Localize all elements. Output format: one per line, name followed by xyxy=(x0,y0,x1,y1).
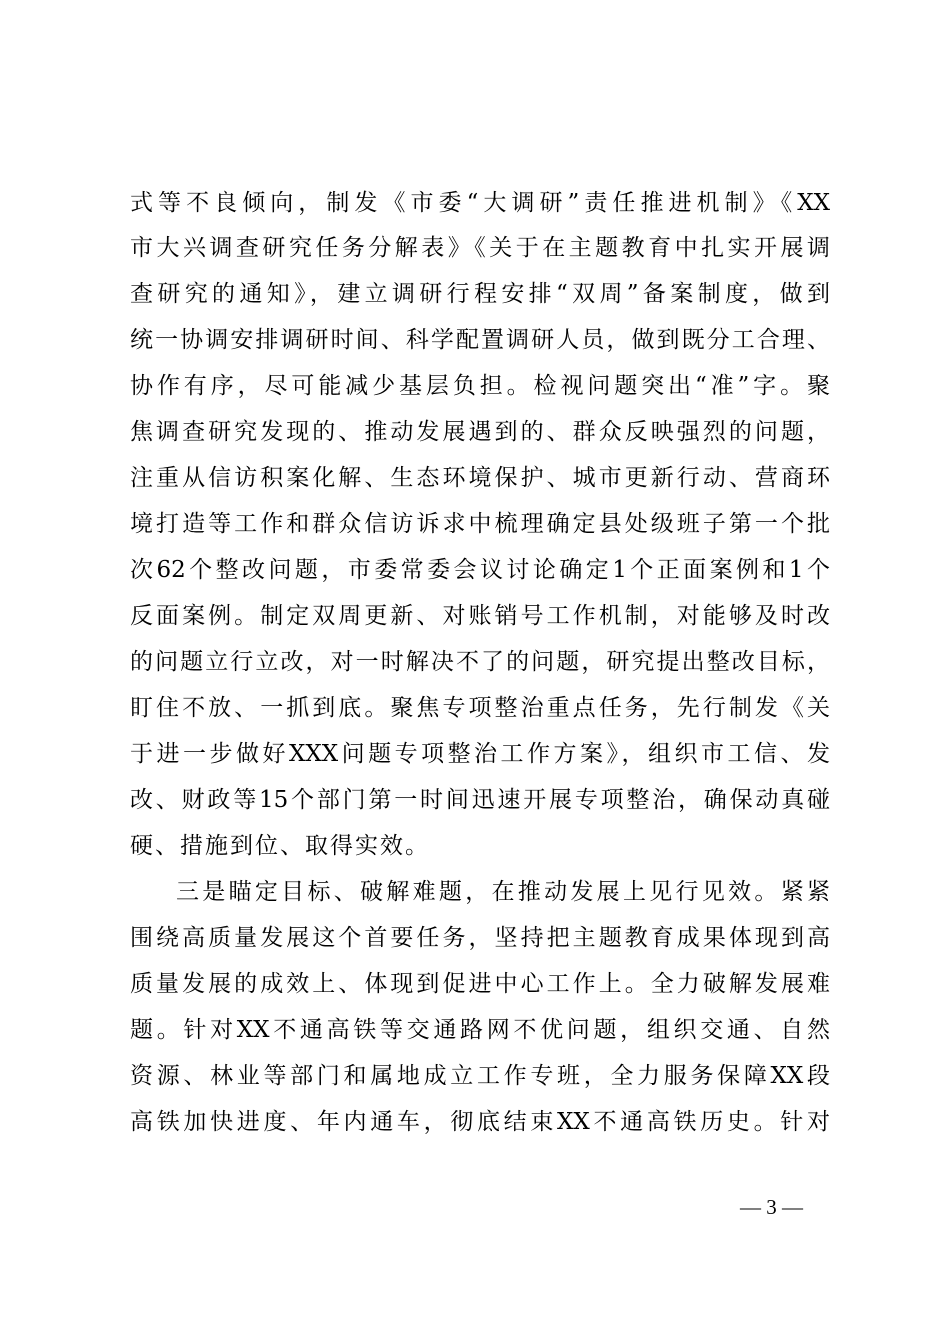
text-line: 统一协调安排调研时间、科学配置调研人员，做到既分工合理、 xyxy=(130,327,830,353)
text-line: 硬、措施到位、取得实效。 xyxy=(130,833,430,859)
text-line: 围绕高质量发展这个首要任务，坚持把主题教育成果体现到高 xyxy=(130,925,830,951)
text-line: 市大兴调查研究任务分解表》《关于在主题教育中扎实开展调 xyxy=(130,235,830,261)
text-line: 查研究的通知》，建立调研行程安排“双周”备案制度，做到 xyxy=(130,281,830,307)
text-line: 注重从信访积案化解、生态环境保护、城市更新行动、营商环 xyxy=(130,465,830,491)
text-line: 改、财政等15个部门第一时间迅速开展专项整治，确保动真碰 xyxy=(130,787,830,813)
text-line: 质量发展的成效上、体现到促进中心工作上。全力破解发展难 xyxy=(130,971,830,997)
text-line: 题。针对XX不通高铁等交通路网不优问题，组织交通、自然 xyxy=(130,1017,830,1043)
text-line: 盯住不放、一抓到底。聚焦专项整治重点任务，先行制发《关 xyxy=(130,695,830,721)
page-number: — 3 — xyxy=(740,1195,803,1219)
text-line: 反面案例。制定双周更新、对账销号工作机制，对能够及时改 xyxy=(130,603,830,629)
text-line: 资源、林业等部门和属地成立工作专班，全力服务保障XX段 xyxy=(130,1063,830,1089)
text-line: 次62个整改问题，市委常委会议讨论确定1个正面案例和1个 xyxy=(130,557,830,583)
text-line: 焦调查研究发现的、推动发展遇到的、群众反映强烈的问题， xyxy=(130,419,830,445)
text-line: 协作有序，尽可能减少基层负担。检视问题突出“准”字。聚 xyxy=(130,373,830,399)
text-line: 高铁加快进度、年内通车，彻底结束XX不通高铁历史。针对 xyxy=(130,1109,830,1135)
text-line: 境打造等工作和群众信访诉求中梳理确定县处级班子第一个批 xyxy=(130,511,830,537)
text-line: 三是瞄定目标、破解难题，在推动发展上见行见效。紧紧 xyxy=(176,879,830,905)
text-line: 式等不良倾向，制发《市委“大调研”责任推进机制》《XX xyxy=(130,190,830,216)
text-line: 于进一步做好XXX问题专项整治工作方案》，组织市工信、发 xyxy=(130,741,830,767)
text-line: 的问题立行立改，对一时解决不了的问题，研究提出整改目标， xyxy=(130,649,830,675)
